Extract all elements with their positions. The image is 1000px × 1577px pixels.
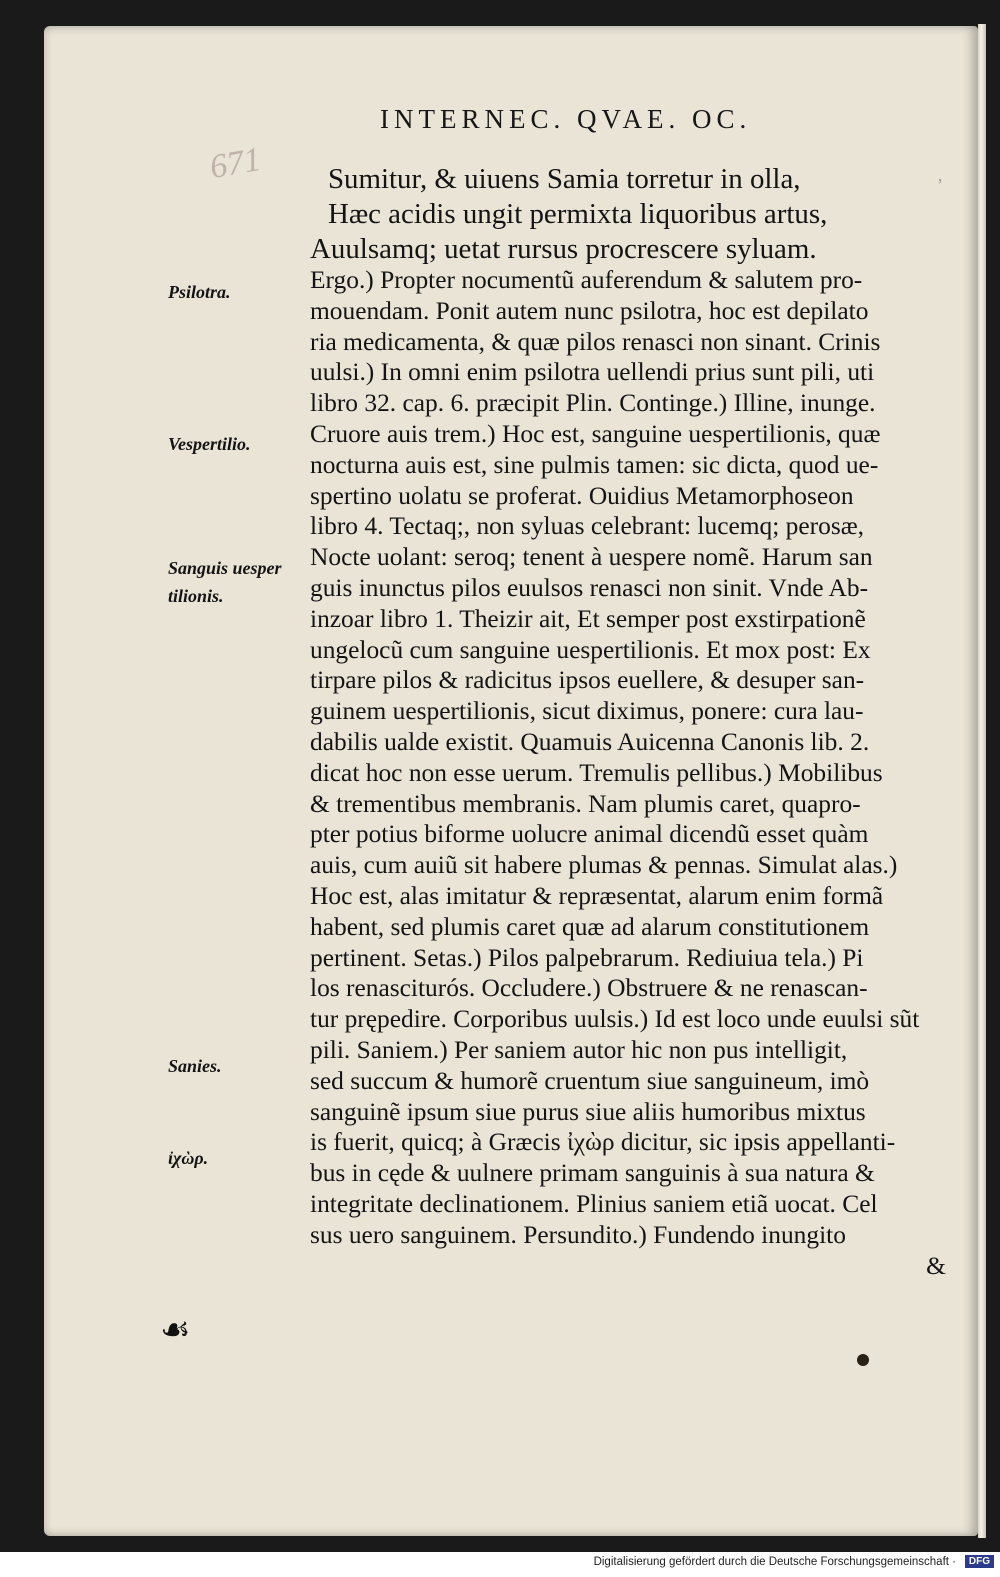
text-line: Hoc est, alas imitatur & repræsentat, alarum enim formã [310, 880, 884, 910]
text-line: guis inunctus pilos euulsos renasci non sinit. Vnde Ab- [310, 572, 869, 602]
verse-line: Hæc acidis ungit permixta liquoribus artus, [327, 198, 828, 230]
marginal-note: Psilotra. [168, 282, 231, 302]
text-line: pertinent. Setas.) Pilos palpebrarum. Rediuiua tela.) Pi [310, 942, 864, 972]
text-line: inzoar libro 1. Theizir ait, Et semper post exstirpationẽ [310, 603, 866, 633]
marginal-note: Sanguis uesper [168, 558, 282, 578]
ink-spot [857, 1354, 869, 1366]
verse-line: Sumitur, & uiuens Samia torretur in olla, [327, 163, 801, 195]
text-line: spertino uolatu se proferat. Ouidius Metamorphoseon [310, 480, 854, 510]
text-line: libro 4. Tectaq;, non syluas celebrant: lucemq; perosæ, [310, 511, 865, 541]
footer-bar [0, 1552, 1000, 1577]
text-line: libro 32. cap. 6. præcipit Plin. Continge.) Illine, inunge. [310, 388, 876, 418]
text-line: los renasciturós. Occludere.) Obstruere & ne renascan- [310, 973, 868, 1003]
text-line: pili. Saniem.) Per saniem autor hic non pus intelligit, [310, 1034, 848, 1064]
text-line: habent, sed plumis caret quæ ad alarum constitutionem [310, 911, 870, 941]
text-line: sanguinẽ ipsum siue purus siue aliis humoribus mixtus [310, 1096, 866, 1126]
text-line: Cruore auis trem.) Hoc est, sanguine uespertilionis, quæ [310, 418, 881, 448]
funding-notice: Digitalisierung gefördert durch die Deutsche Forschungsgemeinschaft · [593, 1556, 956, 1568]
text-line: uulsi.) In omni enim psilotra uellendi prius sunt pili, uti [310, 357, 875, 387]
catchword: & [926, 1250, 946, 1280]
text-line: nocturna auis est, sine pulmis tamen: sic dicta, quod ue- [310, 449, 879, 479]
text-line: dicat hoc non esse uerum. Tremulis pellibus.) Mobilibus [310, 757, 883, 787]
margin-mark: ʼ [937, 175, 943, 195]
text-line: is fuerit, quicq; à Græcis ἰχὼρ dicitur, sic ipsis appellanti- [310, 1127, 896, 1157]
marginal-note: ἰχὼρ. [168, 1148, 209, 1168]
text-line: tur prępedire. Corporibus uulsis.) Id est loco unde euulsi sũt [310, 1004, 920, 1034]
text-line: Nocte uolant: seroq; tenent à uespere nomẽ. Harum san [310, 542, 873, 572]
fleuron-ornament: ☙ [160, 1312, 191, 1349]
text-line: integritate declinationem. Plinius saniem etiã uocat. Cel [310, 1188, 878, 1218]
marginal-note: tilionis. [168, 586, 224, 606]
text-line: auis, cum auiũ sit habere plumas & pennas. Simulat alas.) [310, 850, 898, 880]
text-line: mouendam. Ponit autem nunc psilotra, hoc est depilato [310, 295, 869, 325]
text-line: bus in cęde & uulnere primam sanguinis à sua natura & [310, 1158, 875, 1188]
text-line: sus uero sanguinem. Persundito.) Fundendo inungito [310, 1219, 846, 1249]
running-header: INTERNEC. QVAE. OC. [380, 104, 752, 134]
marginal-note: Sanies. [168, 1056, 222, 1076]
verse-block [310, 162, 950, 267]
text-line: ria medicamenta, & quæ pilos renasci non sinant. Crinis [310, 326, 881, 356]
text-line: tirpare pilos & radicitus ipsos euellere, & desuper san- [310, 665, 865, 695]
text-line: guinem uespertilionis, sicut diximus, ponere: cura lau- [310, 696, 864, 726]
handwritten-note: 671 [207, 140, 264, 187]
text-line: ungelocũ cum sanguine uespertilionis. Et mox post: Ex [310, 634, 871, 664]
marginal-note: Vespertilio. [168, 434, 251, 454]
text-line: Ergo.) Propter nocumentũ auferendum & salutem pro- [310, 265, 863, 294]
text-line: dabilis ualde existit. Quamuis Auicenna Canonis lib. 2. [310, 726, 870, 756]
text-line: sed succum & humorẽ cruentum siue sanguineum, imò [310, 1065, 870, 1095]
text-line: pter potius biforme uolucre animal dicendũ esset quàm [310, 819, 869, 849]
text-line: & trementibus membranis. Nam plumis caret, quapro- [310, 788, 861, 818]
dfg-logo: DFG [965, 1555, 994, 1568]
verse-line: Auulsamq; uetat rursus procrescere syluam. [310, 233, 817, 265]
commentary-text [310, 265, 950, 1281]
page-edge [978, 24, 986, 1538]
